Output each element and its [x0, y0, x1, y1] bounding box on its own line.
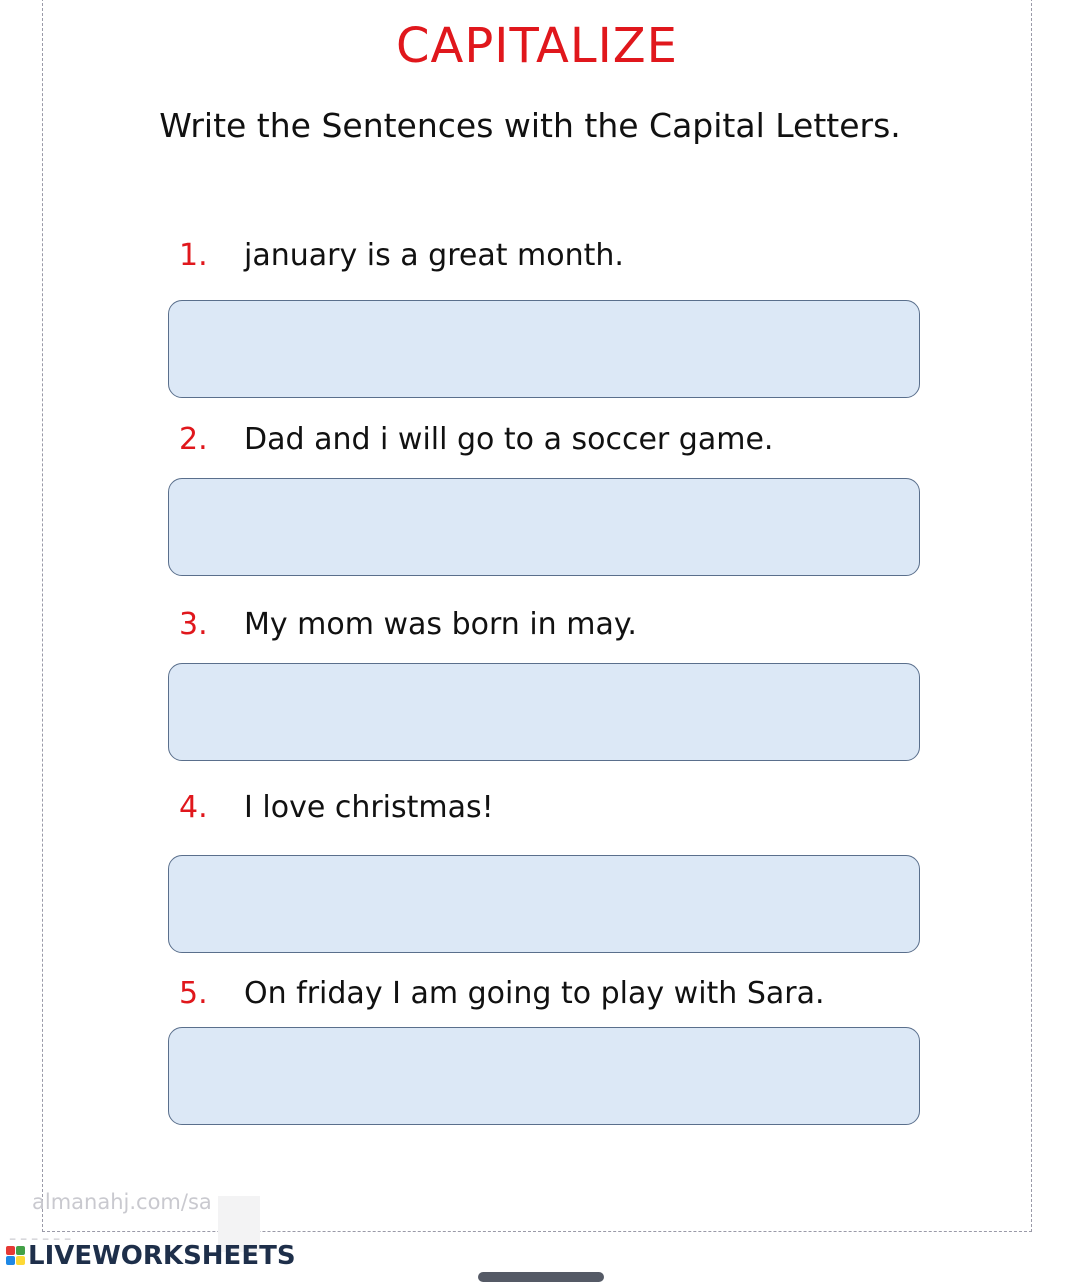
- answer-input-2[interactable]: [168, 478, 920, 576]
- answer-input-1[interactable]: [168, 300, 920, 398]
- item-sentence: january is a great month.: [244, 238, 624, 273]
- item-sentence: I love christmas!: [244, 790, 494, 825]
- worksheet-instructions: Write the Sentences with the Capital Letters.: [159, 106, 901, 145]
- answer-input-3[interactable]: [168, 663, 920, 761]
- liveworksheets-logo-icon: [6, 1246, 26, 1266]
- item-sentence: My mom was born in may.: [244, 607, 637, 642]
- item-sentence: Dad and i will go to a soccer game.: [244, 422, 774, 457]
- item-number: 3.: [179, 607, 208, 642]
- item-number: 2.: [179, 422, 208, 457]
- item-number: 1.: [179, 238, 208, 273]
- liveworksheets-brand: [6, 1238, 296, 1274]
- watermark-arabic-glyphs: ـ ـ ـ ـ ـ ـ: [10, 1224, 71, 1245]
- brand-name: LIVEWORKSHEETS: [28, 1241, 296, 1271]
- bottom-scroll-handle[interactable]: [478, 1272, 604, 1282]
- site-watermark: almanahj.com/sa: [32, 1190, 212, 1214]
- item-sentence: On friday I am going to play with Sara.: [244, 976, 825, 1011]
- item-number: 4.: [179, 790, 208, 825]
- answer-input-4[interactable]: [168, 855, 920, 953]
- answer-input-5[interactable]: [168, 1027, 920, 1125]
- worksheet-title: CAPITALIZE: [396, 18, 678, 74]
- item-number: 5.: [179, 976, 208, 1011]
